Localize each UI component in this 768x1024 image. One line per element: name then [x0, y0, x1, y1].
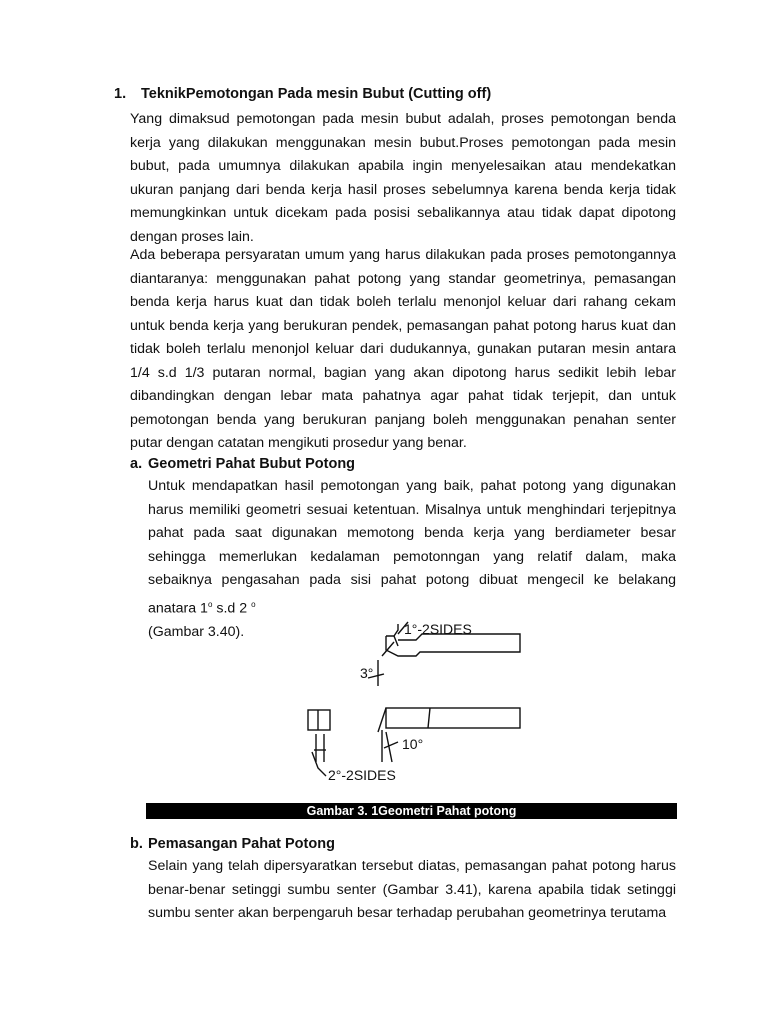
paragraph-installation: Selain yang telah dipersyaratkan tersebut diatas, pemasangan pahat potong harus benar-benar setinggi sumbu senter (Gambar 3.41), karena apabila tidak setinggi sumbu senter akan berpengaruh besar terhadap perubahan geometrinya terutama — [148, 858, 676, 921]
subsection-b-heading — [130, 836, 335, 852]
figure-caption: Gambar 3. 1Geometri Pahat potong — [146, 803, 677, 819]
subsection-a-heading — [130, 456, 355, 472]
geometry-text: Untuk mendapatkan hasil pemotongan yang baik, pahat potong yang digunakan harus memiliki geometri sesuai ketentuan. Misalnya untuk menghindari terjepitnya pahat pada saat digunakan memotong benda kerja yang berdiameter besar sehingga memerlukan kedalaman pemotonngan yang relatif dalam, maka sebaiknya pengasahan pada sisi pahat potong dibuat mengecil ke belakang anatara 1 — [148, 478, 676, 617]
tool-geometry-figure — [298, 612, 528, 792]
subsection-b-title: Pemasangan Pahat Potong — [148, 836, 335, 852]
section-title: TeknikPemotongan Pada mesin Bubut (Cutting off) — [141, 86, 492, 102]
degree-sup-2: o — [251, 599, 256, 609]
label-three-degree: 3° — [360, 665, 374, 681]
label-top-sides: 1°-2SIDES — [404, 621, 472, 637]
paragraph-intro: Yang dimaksud pemotongan pada mesin bubut adalah, proses pemotongan benda kerja yang dilakukan menggunakan mesin bubut.Proses pemotongan pada mesin bubut, pada umumnya dilakukan apabila ingin menyelesaikan atau mendekatkan ukuran panjang dari benda kerja hasil proses sebelumnya karena benda kerja tidak memungkinkan untuk dicekam pada posisi sebalikannya atau tidak dapat dipotong dengan proses lain. — [130, 111, 676, 245]
degree-sup-1: o — [207, 599, 213, 609]
label-bottom-sides: 2°-2SIDES — [328, 767, 396, 783]
subsection-b-letter: b. — [130, 836, 143, 852]
section-number: 1. — [114, 86, 127, 102]
geometry-text-end: (Gambar 3.40). — [148, 623, 245, 640]
subsection-a-title: Geometri Pahat Bubut Potong — [148, 456, 356, 472]
tool-geometry-drawing — [298, 612, 528, 792]
subsection-a-letter: a. — [130, 456, 143, 472]
label-ten-degree: 10° — [402, 736, 424, 752]
paragraph-requirements: Ada beberapa persyaratan umum yang harus dilakukan pada proses pemotongannya diantaranya: menggunakan pahat potong yang standar geometrinya, pemasangan benda kerja harus kuat dan tidak boleh terlalu menonjol keluar dari rahang cekam untuk benda kerja yang berukuran pendek, pemasangan pahat potong harus kuat dan tidak boleh terlalu menonjol keluar dari dudukannya, gunakan putaran mesin antara 1/4 s.d 1/3 putaran normal, bagian yang akan dipotong harus sedikit lebih lebar dibandingkan dengan lebar mata pahatnya agar pahat tidak terjepit, dan untuk pemotongan benda yang berukuran panjang boleh menggunakan penahan senter putar dengan catatan mengikuti prosedur yang benar. — [130, 247, 676, 451]
section-heading — [114, 86, 491, 102]
geometry-text-mid: s.d 2 — [212, 600, 252, 617]
